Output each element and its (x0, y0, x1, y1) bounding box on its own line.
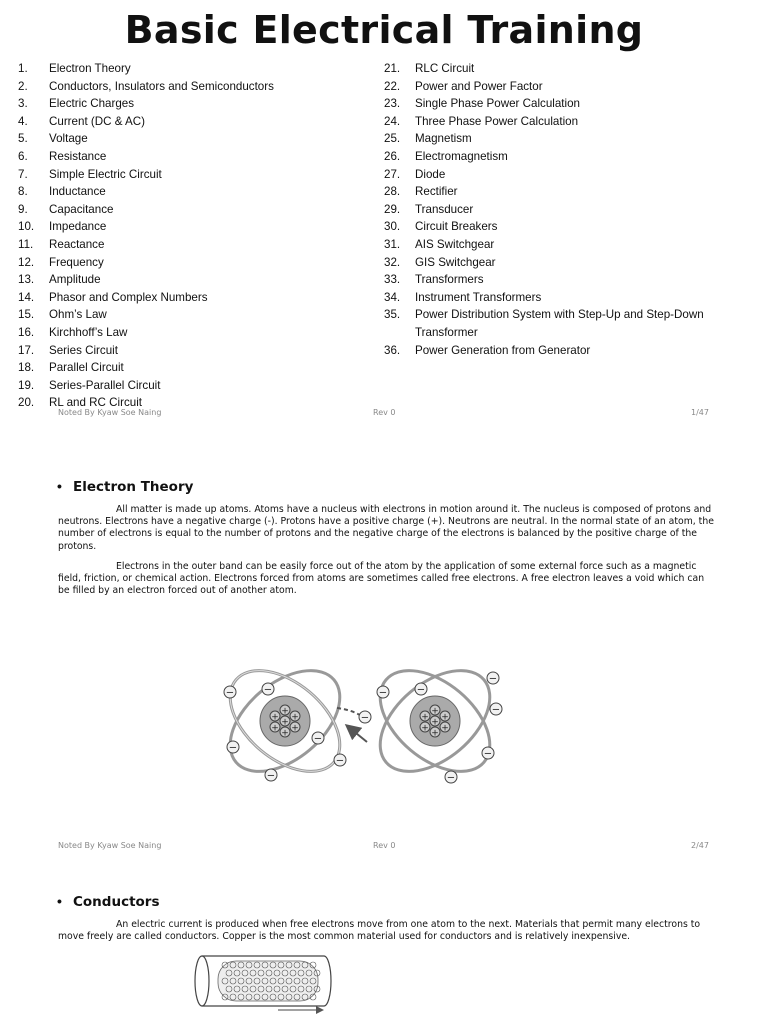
footer-page-number: 2/47 (691, 841, 709, 850)
proton (420, 711, 430, 722)
toc-item (384, 130, 729, 148)
toc-item (18, 218, 348, 236)
toc-item-number: 30. (384, 220, 401, 234)
svg-text:−: − (360, 712, 370, 724)
toc-item-label: Three Phase Power Calculation (415, 114, 579, 128)
electron (445, 771, 457, 783)
paragraph-text: An electric current is produced when free electrons move from one atom to the next. Materials that permit many electrons to move freely are called conductors. Copper is the most common material used for conductors and is relatively inexpensive. (58, 919, 701, 943)
toc-item (384, 306, 729, 341)
electron (312, 732, 324, 744)
toc-item-label: Transformers (415, 273, 484, 287)
toc-item-number: 2. (18, 79, 28, 93)
toc-item-label: Circuit Breakers (415, 220, 498, 234)
toc-right-column (384, 60, 729, 359)
footer-page-number: 1/47 (691, 408, 709, 417)
toc-item (384, 78, 729, 96)
section-heading-electron-theory: Electron Theory (73, 479, 194, 495)
toc-item-number: 33. (384, 273, 401, 287)
toc-item (384, 271, 729, 289)
toc-item (18, 324, 348, 342)
svg-text:+: + (431, 706, 439, 717)
svg-text:+: + (421, 723, 429, 734)
svg-text:−: − (416, 684, 426, 696)
toc-item-label: Conductors, Insulators and Semiconductors (49, 79, 274, 93)
toc-item (384, 95, 729, 113)
toc-item-label: Phasor and Complex Numbers (49, 290, 208, 304)
svg-text:−: − (313, 733, 323, 745)
toc-item-number: 16. (18, 325, 35, 339)
svg-text:+: + (281, 706, 289, 717)
toc-item (18, 60, 348, 78)
toc-item (18, 271, 348, 289)
toc-item-label: RL and RC Circuit (49, 396, 142, 410)
svg-text:+: + (441, 723, 449, 734)
toc-item (18, 236, 348, 254)
toc-item-label: Single Phase Power Calculation (415, 97, 580, 111)
toc-item-label: Capacitance (49, 202, 114, 216)
toc-item-label: Resistance (49, 149, 107, 163)
proton (280, 727, 290, 738)
toc-item-number: 32. (384, 255, 401, 269)
svg-text:−: − (263, 684, 273, 696)
toc-item (18, 306, 348, 324)
toc-item-label: Diode (415, 167, 446, 181)
toc-item (384, 113, 729, 131)
toc-item (384, 254, 729, 272)
toc-item-label: Power Generation from Generator (415, 343, 591, 357)
toc-item-label: Simple Electric Circuit (49, 167, 162, 181)
footer-revision: Rev 0 (373, 408, 396, 417)
electron (377, 686, 389, 698)
document-title: Basic Electrical Training (124, 8, 644, 52)
toc-item (18, 113, 348, 131)
proton (270, 711, 280, 722)
toc-item-number: 10. (18, 220, 35, 234)
atom-diagram (215, 645, 515, 795)
proton (420, 722, 430, 733)
toc-item-label: Magnetism (415, 132, 472, 146)
wire-end (195, 956, 209, 1006)
toc-item-number: 31. (384, 237, 401, 251)
proton (440, 722, 450, 733)
paragraph (58, 919, 718, 943)
toc-item-label: Amplitude (49, 273, 101, 287)
toc-item-number: 8. (18, 185, 28, 199)
toc-item-label: Current (DC & AC) (49, 114, 145, 128)
electron (482, 747, 494, 759)
footer-author: Noted By Kyaw Soe Naing (58, 841, 162, 850)
proton (280, 705, 290, 716)
svg-text:+: + (271, 712, 279, 723)
toc-item (384, 236, 729, 254)
proton (280, 716, 290, 727)
toc-item-number: 14. (18, 290, 35, 304)
toc-item-number: 12. (18, 255, 35, 269)
toc-item-label: Series-Parallel Circuit (49, 378, 161, 392)
proton (270, 722, 280, 733)
svg-text:+: + (281, 728, 289, 739)
toc-item-number: 24. (384, 114, 401, 128)
toc-item-label: Parallel Circuit (49, 361, 124, 375)
toc-item-number: 27. (384, 167, 401, 181)
toc-item-label: GIS Switchgear (415, 255, 496, 269)
svg-text:−: − (483, 748, 493, 760)
electron (334, 754, 346, 766)
svg-text:−: − (491, 704, 501, 716)
electron (224, 686, 236, 698)
section-bullet: • (57, 478, 62, 494)
toc-item (18, 377, 348, 395)
toc-item-label: Kirchhoff’s Law (49, 325, 128, 339)
toc-item-label: Inductance (49, 185, 106, 199)
section-bullet: • (57, 893, 62, 909)
toc-item-number: 35. (384, 308, 401, 322)
toc-item-number: 18. (18, 361, 35, 375)
toc-item (384, 289, 729, 307)
electron (487, 672, 499, 684)
svg-text:−: − (228, 742, 238, 754)
toc-item-number: 15. (18, 308, 35, 322)
toc-item-number: 22. (384, 79, 401, 93)
toc-item-label: Rectifier (415, 185, 458, 199)
toc-item-number: 20. (18, 396, 35, 410)
proton (290, 722, 300, 733)
toc-item-label: Voltage (49, 132, 88, 146)
electron (227, 741, 239, 753)
toc-item-label: Reactance (49, 237, 105, 251)
svg-text:+: + (271, 723, 279, 734)
toc-item (384, 201, 729, 219)
svg-text:+: + (281, 717, 289, 728)
electron (415, 683, 427, 695)
toc-item (384, 183, 729, 201)
toc-item-label: Series Circuit (49, 343, 118, 357)
svg-text:+: + (431, 717, 439, 728)
toc-item-number: 36. (384, 343, 401, 357)
proton (430, 727, 440, 738)
toc-item (384, 218, 729, 236)
svg-text:+: + (431, 728, 439, 739)
toc-item (384, 166, 729, 184)
section-heading-conductors: Conductors (73, 894, 160, 910)
toc-item-number: 19. (18, 378, 35, 392)
electron (490, 703, 502, 715)
toc-item (18, 289, 348, 307)
toc-item-number: 5. (18, 132, 28, 146)
toc-item-label: Frequency (49, 255, 104, 269)
toc-item (18, 254, 348, 272)
toc-item (18, 342, 348, 360)
toc-item (18, 166, 348, 184)
toc-item (384, 148, 729, 166)
svg-text:−: − (266, 770, 276, 782)
paragraph-text: Electrons in the outer band can be easily force out of the atom by the application of some external force such as a magnetic field, friction, or chemical action. Electrons forced from atoms are sometimes called free electrons. A free electron leaves a void which can be filled by an electron forced out of another atom. (58, 561, 705, 597)
paragraph-text: All matter is made up atoms. Atoms have a nucleus with electrons in motion around it. The nucleus is composed of protons and neutrons. Electrons have a negative charge (-). Protons have a positive charge (+). Neutrons are neutral. In the normal state of an atom, the number of electrons is equal to the number of protons and the negative charge of the electrons is balanced by the positive charge of the protons. (58, 504, 714, 552)
electron (359, 711, 371, 723)
toc-item-label: RLC Circuit (415, 62, 475, 75)
toc-item-number: 34. (384, 290, 401, 304)
toc-item-number: 13. (18, 273, 35, 287)
toc-item-number: 29. (384, 202, 401, 216)
toc-item-label: Electromagnetism (415, 149, 508, 163)
svg-text:−: − (488, 673, 498, 685)
toc-item (18, 201, 348, 219)
toc-item-number: 4. (18, 114, 28, 128)
proton (430, 705, 440, 716)
paragraph (58, 504, 718, 553)
toc-item-label: Transducer (415, 202, 474, 216)
toc-item-number: 11. (18, 237, 34, 251)
toc-item-number: 9. (18, 202, 28, 216)
toc-item-number: 6. (18, 149, 28, 163)
toc-item-number: 3. (18, 97, 28, 111)
arrow (351, 729, 367, 742)
toc-item-number: 26. (384, 149, 401, 163)
toc-item (18, 95, 348, 113)
electron (265, 769, 277, 781)
toc-item (18, 148, 348, 166)
toc-item-number: 23. (384, 97, 401, 111)
toc-item-number: 17. (18, 343, 35, 357)
toc-item (384, 60, 729, 78)
svg-text:−: − (225, 687, 235, 699)
footer-author: Noted By Kyaw Soe Naing (58, 408, 162, 417)
svg-text:+: + (291, 723, 299, 734)
toc-item (18, 78, 348, 96)
paragraph (58, 561, 718, 598)
proton (430, 716, 440, 727)
svg-text:+: + (421, 712, 429, 723)
toc-item-number: 25. (384, 132, 401, 146)
toc-item (18, 359, 348, 377)
toc-item-number: 28. (384, 185, 401, 199)
toc-item (384, 342, 729, 360)
toc-item-number: 21. (384, 62, 401, 75)
svg-text:−: − (378, 687, 388, 699)
toc-item-number: 7. (18, 167, 28, 181)
toc-item-label: Impedance (49, 220, 107, 234)
toc-item (18, 183, 348, 201)
conductor-diagram (190, 950, 335, 1014)
svg-text:−: − (446, 772, 456, 784)
svg-text:+: + (291, 712, 299, 723)
svg-text:−: − (335, 755, 345, 767)
svg-text:+: + (441, 712, 449, 723)
electron (262, 683, 274, 695)
toc-item-label: Electron Theory (49, 62, 131, 75)
toc-item-label: Power and Power Factor (415, 79, 543, 93)
toc-item-label: Electric Charges (49, 97, 135, 111)
toc-item-label: Ohm’s Law (49, 308, 107, 322)
footer-revision: Rev 0 (373, 841, 396, 850)
toc-item-number: 1. (18, 62, 28, 75)
toc-item-label: Power Distribution System with Step-Up and Step-Down Transformer (415, 308, 704, 339)
toc-item-label: Instrument Transformers (415, 290, 542, 304)
toc-item-label: AIS Switchgear (415, 237, 495, 251)
toc-left-column (18, 60, 348, 412)
toc-item (18, 130, 348, 148)
proton (440, 711, 450, 722)
proton (290, 711, 300, 722)
